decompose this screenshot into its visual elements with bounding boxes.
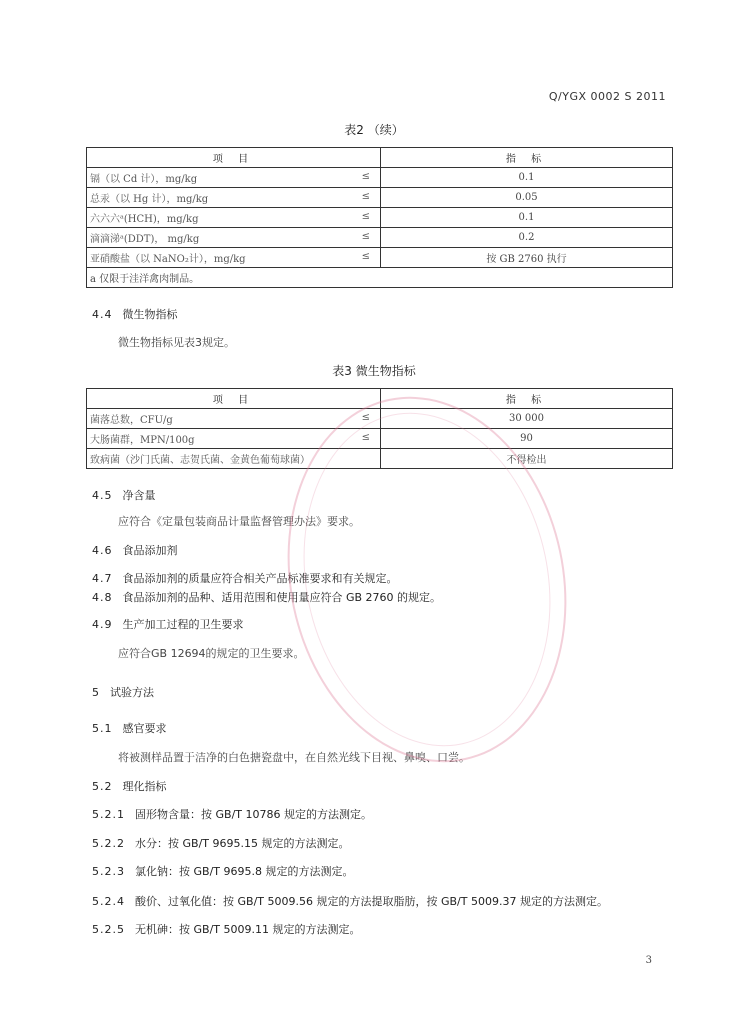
table-footnote: a 仅限于洼洋禽肉制品。 (87, 268, 673, 288)
section-number: 4.8 (92, 591, 113, 604)
row-value: 0.2 (381, 228, 673, 248)
row-item (87, 409, 381, 429)
row-operator: ≤ (361, 432, 370, 443)
section-number: 5.2.4 (92, 895, 125, 908)
row-item-label: 滴滴涕ᵃ(DDT)， mg/kg (90, 234, 200, 245)
row-value: 0.1 (381, 168, 673, 188)
row-item (87, 228, 381, 248)
row-item (87, 168, 381, 188)
section-4-5-heading (92, 487, 156, 503)
row-operator: ≤ (361, 191, 370, 202)
row-item-label: 大肠菌群，MPN/100g (90, 435, 195, 446)
row-operator: ≤ (361, 211, 370, 222)
table-header-row (87, 148, 673, 168)
row-item (87, 248, 381, 268)
section-4-6-heading (92, 542, 178, 558)
row-value: 按 GB 2760 执行 (381, 248, 673, 268)
table2 (86, 147, 673, 288)
document-code: Q/YGX 0002 S 2011 (548, 90, 666, 103)
section-number: 5.2.3 (92, 865, 125, 878)
row-value: 90 (381, 429, 673, 449)
section-title: 净含量 (122, 489, 156, 502)
column-header-value: 指 标 (381, 148, 673, 168)
section-number: 5.1 (92, 722, 113, 735)
section-number: 4.7 (92, 572, 113, 585)
column-header-value: 指 标 (381, 389, 673, 409)
section-4-9-text: 应符合GB 12694的规定的卫生要求。 (118, 647, 305, 660)
section-number: 4.9 (92, 618, 113, 631)
section-title: 理化指标 (122, 780, 167, 793)
section-5-2-1-line (92, 806, 372, 822)
row-item (87, 449, 381, 469)
column-header-item: 项 目 (87, 389, 381, 409)
table3 (86, 388, 673, 469)
section-title: 微生物指标 (122, 308, 178, 321)
section-4-9-heading (92, 616, 244, 632)
row-item (87, 208, 381, 228)
section-text: 食品添加剂的品种、适用范围和使用量应符合 GB 2760 的规定。 (122, 591, 442, 604)
section-5-2-4-line (92, 893, 608, 909)
section-number: 4.5 (92, 489, 113, 502)
section-number: 4.6 (92, 544, 113, 557)
table-row (87, 449, 673, 469)
section-5-heading (92, 684, 154, 700)
section-title: 生产加工过程的卫生要求 (122, 618, 244, 631)
row-item-label: 致病菌（沙门氏菌、志贺氏菌、金黄色葡萄球菌） (90, 455, 310, 466)
row-item-label: 镉（以 Cd 计），mg/kg (90, 174, 198, 185)
row-operator: ≤ (361, 251, 370, 262)
section-5-1-text: 将被测样品置于洁净的白色搪瓷盘中，在自然光线下目视、鼻嗅、口尝。 (118, 751, 470, 764)
section-number: 4.4 (92, 308, 113, 321)
section-number: 5 (92, 686, 100, 699)
row-item-label: 六六六ᵃ(HCH)，mg/kg (90, 214, 199, 225)
table3-caption: 表3 微生物指标 (332, 364, 416, 378)
row-value: 30 000 (381, 409, 673, 429)
row-item (87, 188, 381, 208)
section-number: 5.2.5 (92, 923, 125, 936)
section-title: 试验方法 (110, 686, 154, 699)
page-number: 3 (645, 955, 652, 966)
section-4-5-text: 应符合《定量包装商品计量监督管理办法》要求。 (118, 515, 360, 528)
section-4-4-heading (92, 306, 178, 322)
row-item-label: 菌落总数，CFU/g (90, 415, 173, 426)
table-row (87, 208, 673, 228)
section-5-1-heading (92, 720, 167, 736)
row-item (87, 429, 381, 449)
column-header-item: 项 目 (87, 148, 381, 168)
table-row (87, 409, 673, 429)
row-value: 0.1 (381, 208, 673, 228)
section-number: 5.2 (92, 780, 113, 793)
row-item-label: 总汞（以 Hg 计），mg/kg (90, 194, 209, 205)
table-row (87, 188, 673, 208)
table-note-row (87, 268, 673, 288)
section-5-2-heading (92, 778, 167, 794)
table2-caption: 表2 （续） (344, 123, 404, 137)
section-4-4-text: 微生物指标见表3规定。 (118, 336, 235, 349)
section-4-8-line (92, 589, 441, 605)
section-number: 5.2.1 (92, 808, 125, 821)
section-text: 氯化钠：按 GB/T 9695.8 规定的方法测定。 (135, 865, 354, 878)
row-item-label: 亚硝酸盐（以 NaNO₂计），mg/kg (90, 254, 246, 265)
section-text: 水分：按 GB/T 9695.15 规定的方法测定。 (135, 837, 350, 850)
section-title: 食品添加剂 (122, 544, 178, 557)
section-text: 固形物含量：按 GB/T 10786 规定的方法测定。 (135, 808, 372, 821)
section-number: 5.2.2 (92, 837, 125, 850)
section-text: 无机砷：按 GB/T 5009.11 规定的方法测定。 (135, 923, 361, 936)
section-title: 感官要求 (122, 722, 167, 735)
table-row (87, 248, 673, 268)
row-operator: ≤ (361, 231, 370, 242)
table-header-row (87, 389, 673, 409)
table-row (87, 228, 673, 248)
section-5-2-5-line (92, 921, 360, 937)
row-value: 0.05 (381, 188, 673, 208)
section-5-2-3-line (92, 863, 353, 879)
table-row (87, 429, 673, 449)
section-4-7-line (92, 570, 398, 586)
table-row (87, 168, 673, 188)
section-text: 食品添加剂的质量应符合相关产品标准要求和有关规定。 (122, 572, 398, 585)
row-value: 不得检出 (381, 449, 673, 469)
row-operator: ≤ (361, 171, 370, 182)
section-5-2-2-line (92, 835, 349, 851)
row-operator: ≤ (361, 412, 370, 423)
section-text: 酸价、过氧化值：按 GB/T 5009.56 规定的方法提取脂肪，按 GB/T 5009.37 规定的方法测定。 (135, 895, 608, 908)
